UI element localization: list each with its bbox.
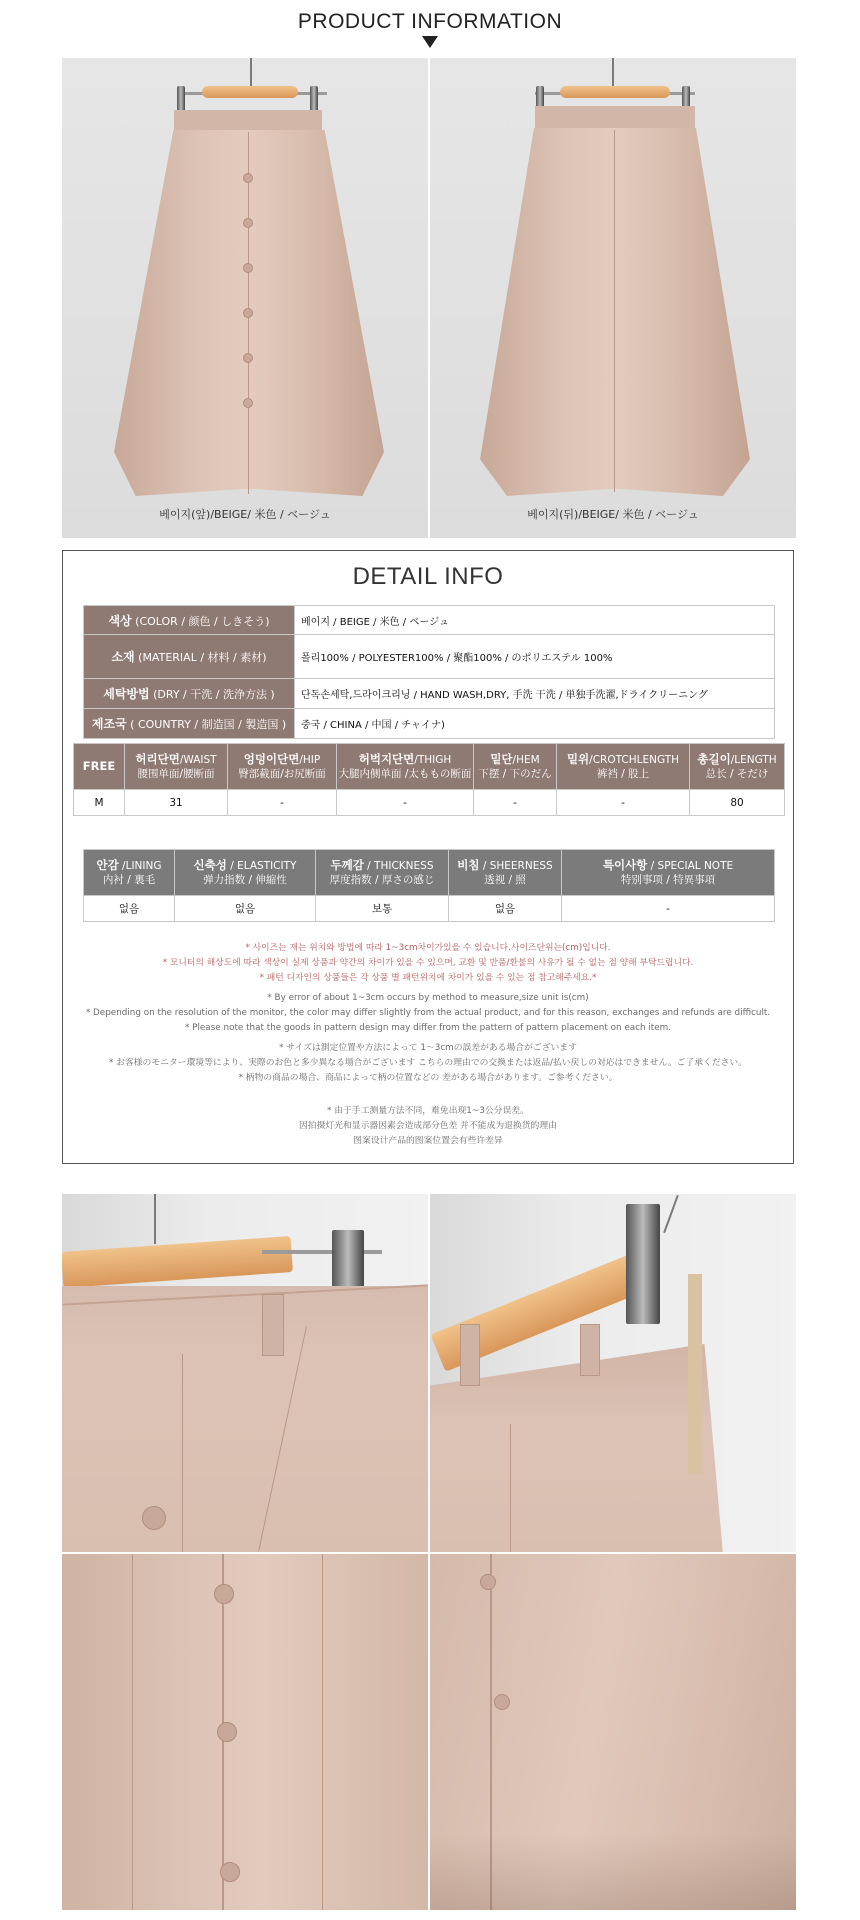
hanger-icon xyxy=(62,1236,293,1288)
table-row: 세탁방법 (DRY / 干洗 / 洗浄方法 ) 단독손세탁,드라이크리닝 / HAND WASH,DRY, 手洗 干洗 / 単独手洗濯,ドライクリーニング xyxy=(84,679,775,709)
table-row: FREE 허리단면/WAIST 腰围单面/腰断面 엉덩이단면/HIP 臀部截面/お尻断面 허벅지단면/THIGH 大腿内侧单面 /太ももの断面 밑단/HEM 下摆 / 下のだん 밑위/CROTCHLENGTH 裤裆 / 股上 총길이/LENGTH 总长 / そだけ xyxy=(74,744,785,790)
back-caption: 베이지(뒤)/BEIGE/ 米色 / ベージュ xyxy=(527,508,699,521)
spec-table xyxy=(83,605,775,739)
detail-photo-buttons xyxy=(62,1554,428,1910)
table-row: 안감 /LINING 内衬 / 裏毛 신축성 / ELASTICITY 弹力指数 / 伸縮性 두께감 / THICKNESS 厚度指数 / 厚さの感じ 비침 / SHEERNESS 透视 / 照 특이사항 / SPECIAL NOTE 特别事项 / 特異事項 xyxy=(84,850,775,896)
notes-japanese: * サイズは測定位置や方法によって 1～3cmの誤差がある場合がございます * お客様のモニター環境等により、実際のお色と多少異なる場合がございます こちらの理由での交換または返品/払い戻しの対応はできません。ご了承ください。 * 柄物の商品の場合、商品によって柄の位置などの 差がある場合があります。ご参考ください。 xyxy=(108,1043,748,1083)
notes-english: * By error of about 1~3cm occurs by method to measure,size unit is(cm) * Depending on the resolution of the monitor, the color may differ slightly from the actual product, and for this reason, exchanges and refunds are difficult. * Please note that the goods in pattern design may differ from the pattern of pattern placement on each item. xyxy=(85,993,771,1033)
size-table xyxy=(73,743,785,816)
product-photo-back xyxy=(430,58,796,538)
detail-photo-hem xyxy=(430,1554,796,1910)
table-row: 제조국 ( COUNTRY / 制造国 / 製造国 ) 중국 / CHINA / 中国 / チャイナ) xyxy=(84,709,775,739)
front-caption: 베이지(앞)/BEIGE/ 米色 / ベージュ xyxy=(159,508,331,521)
table-row: 소재 (MATERIAL / 材料 / 素材) 폴리100% / POLYESTER100% / 聚酯100% / のポリエステル 100% xyxy=(84,635,775,679)
detail-photo-waist-front xyxy=(62,1194,428,1552)
product-photo-front xyxy=(62,58,428,538)
section-header xyxy=(0,10,860,48)
skirt-back-image xyxy=(430,58,796,538)
notes-chinese: * 由于手工测量方法不同，难免出现1~3公分误差。 因拍摄灯光和显示器因素会造成部分色差 并不能成为退换货的理由 图案设计产品的图案位置会有些许差异 xyxy=(299,1106,557,1146)
detail-photo-waist-back xyxy=(430,1194,796,1552)
table-row: 색상 (COLOR / 颜色 / しきそう) 베이지 / BEIGE / 米色 / ベージュ xyxy=(84,606,775,635)
page-title: PRODUCT INFORMATION xyxy=(297,10,563,33)
detail-info-panel xyxy=(62,550,794,1164)
table-row: M 31 - - - - 80 xyxy=(74,790,785,816)
notes-korean: * 사이즈는 재는 위치와 방법에 따라 1~3cm차이가있을 수 있습니다.사이즈단위는(cm)입니다. * 모니터의 해상도에 따라 색상이 실제 상품과 약간의 차이가 있을 수 있으며, 교환 및 반품/환불의 사유가 될 수 없는 점 양해 부탁드립니다. * 패턴 디자인의 상품들은 각 상품 별 패턴위치에 차이가 있을 수 있는 점 참고해주세요.* xyxy=(162,943,694,983)
table-row: 없음 없음 보통 없음 - xyxy=(84,896,775,922)
feature-table xyxy=(83,849,775,922)
detail-title: DETAIL INFO xyxy=(352,563,504,590)
skirt-front-image xyxy=(62,58,428,538)
down-arrow-icon xyxy=(422,36,438,48)
